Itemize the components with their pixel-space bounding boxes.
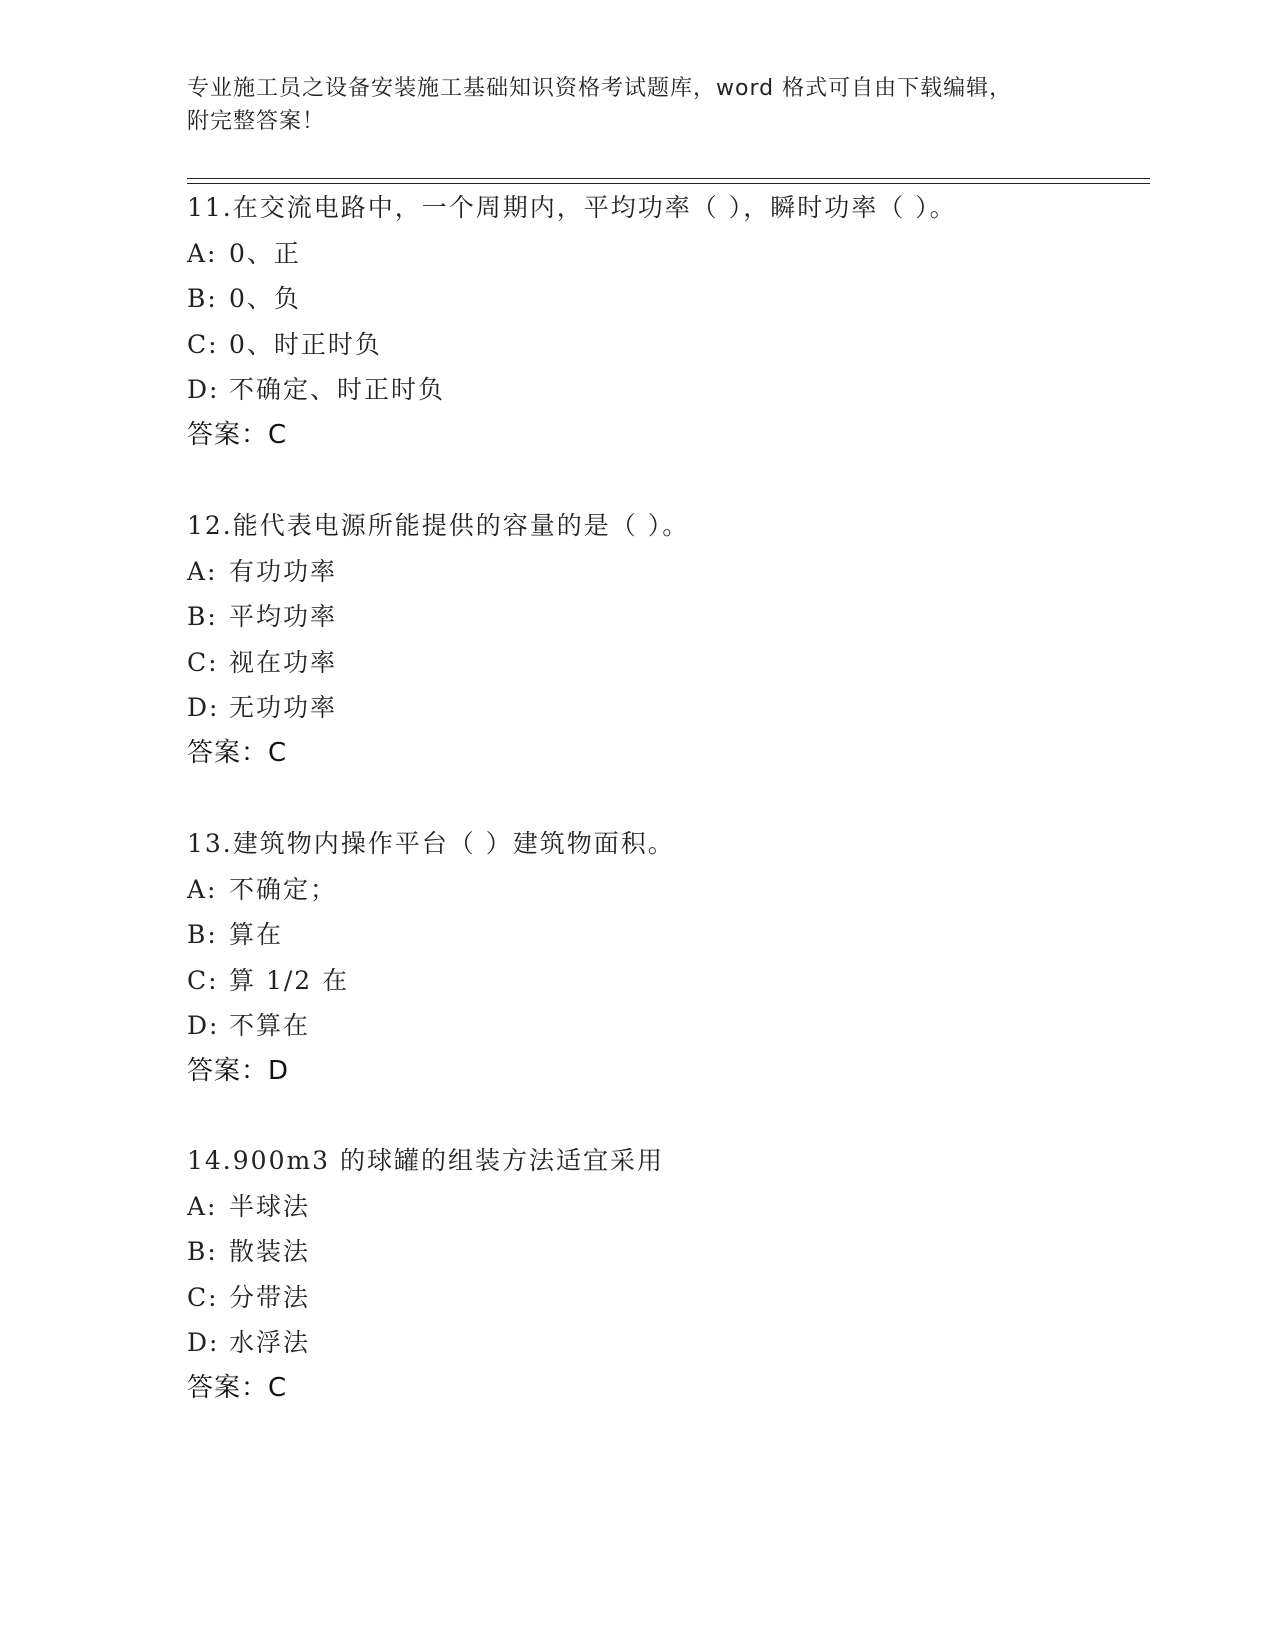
option-letter: C: [187, 647, 219, 677]
option-text: 算在 [229, 920, 284, 949]
question-title: 13.建筑物内操作平台（ ）建筑物面积。 [187, 829, 675, 858]
option-letter: D: [187, 693, 220, 722]
option-c [187, 322, 1147, 368]
option-text: 算 1/2 在 [229, 965, 350, 995]
option-letter: A: [187, 556, 218, 586]
option-text: 不确定、时正时负 [229, 375, 446, 404]
option-text: 视在功率 [229, 647, 338, 677]
option-a [187, 867, 1147, 913]
option-letter: B: [187, 1237, 218, 1266]
question-title: 12.能代表电源所能提供的容量的是（ ）。 [187, 511, 690, 540]
header-divider-bottom [187, 183, 1150, 184]
option-letter: C: [187, 329, 219, 359]
header-line-2: 附完整答案！ [187, 109, 326, 134]
answer: 答案：C [187, 419, 288, 450]
option-letter: C: [187, 965, 219, 995]
question-title: 14.900m3 的球罐的组装方法适宜采用 [187, 1146, 665, 1175]
option-letter: A: [187, 874, 218, 904]
option-text: 有功功率 [229, 556, 338, 586]
option-letter: B: [187, 920, 218, 949]
option-d [187, 1320, 1147, 1366]
question-block [187, 1138, 1147, 1411]
option-b [187, 594, 1147, 640]
option-letter: D: [187, 1328, 220, 1357]
question-title: 11.在交流电路中，一个周期内，平均功率（ ），瞬时功率（ ）。 [187, 193, 957, 222]
option-text: 无功功率 [229, 693, 338, 722]
option-letter: D: [187, 375, 220, 404]
option-letter: A: [187, 238, 218, 268]
document-header [187, 72, 1087, 138]
option-letter: D: [187, 1011, 220, 1040]
answer: 答案：C [187, 737, 288, 768]
option-a [187, 549, 1147, 595]
question-block [187, 185, 1147, 458]
question-block [187, 503, 1147, 776]
option-b [187, 1229, 1147, 1275]
option-text: 分带法 [229, 1282, 311, 1312]
header-divider-top [187, 178, 1150, 179]
option-c [187, 640, 1147, 686]
option-letter: B: [187, 602, 218, 631]
option-a [187, 1184, 1147, 1230]
answer: 答案：C [187, 1372, 288, 1403]
option-letter: C: [187, 1282, 219, 1312]
option-text: 0、正 [229, 238, 301, 268]
option-b [187, 276, 1147, 322]
option-text: 0、时正时负 [229, 329, 382, 359]
option-d [187, 685, 1147, 731]
option-text: 水浮法 [229, 1328, 311, 1357]
option-text: 平均功率 [229, 602, 338, 631]
option-letter: B: [187, 284, 218, 313]
option-letter: A: [187, 1191, 218, 1221]
option-text: 散装法 [229, 1237, 311, 1266]
question-block [187, 821, 1147, 1094]
option-text: 0、负 [229, 284, 301, 313]
option-text: 半球法 [229, 1191, 311, 1221]
option-c [187, 1275, 1147, 1321]
option-a [187, 231, 1147, 277]
option-b [187, 912, 1147, 958]
option-d [187, 367, 1147, 413]
option-text: 不确定； [229, 874, 338, 904]
option-text: 不算在 [229, 1011, 311, 1040]
header-line-1: 专业施工员之设备安装施工基础知识资格考试题库，word 格式可自由下载编辑， [187, 76, 1013, 101]
option-c [187, 958, 1147, 1004]
answer: 答案：D [187, 1055, 290, 1086]
option-d [187, 1003, 1147, 1049]
